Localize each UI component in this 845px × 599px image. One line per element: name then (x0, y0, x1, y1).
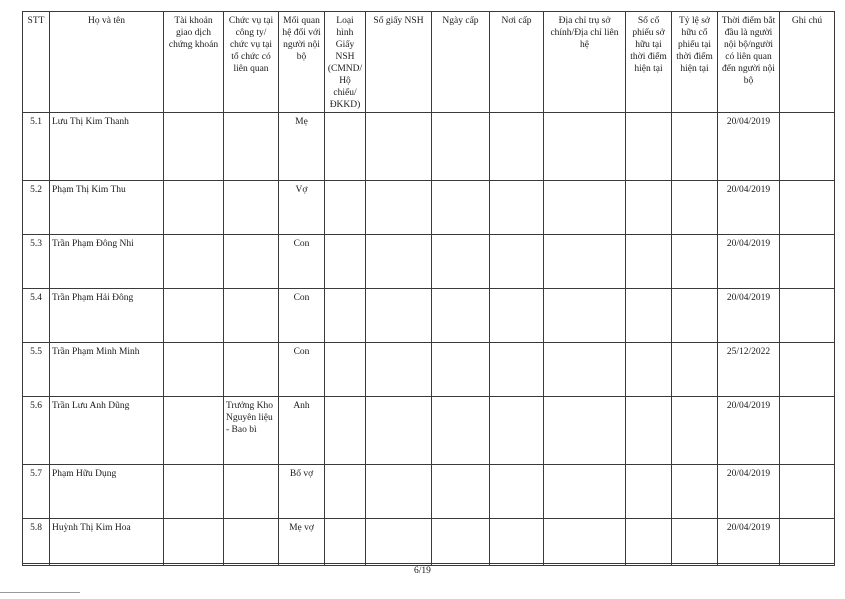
row-account (164, 235, 224, 289)
table-row (23, 397, 835, 465)
row-name: Phạm Thị Kim Thu (50, 181, 164, 235)
row-notes (780, 113, 835, 181)
row-id-type (325, 519, 366, 566)
row-issue-date (432, 235, 490, 289)
row-id-number (366, 519, 432, 566)
row-stt: 5.8 (23, 519, 50, 566)
row-relation: Mẹ vợ (279, 519, 325, 566)
row-start-date: 20/04/2019 (718, 397, 780, 465)
row-account (164, 343, 224, 397)
row-position (224, 289, 279, 343)
row-start-date: 20/04/2019 (718, 519, 780, 566)
header-relation: Mối quan hệ đối với người nội bộ (279, 12, 325, 113)
row-address (544, 343, 626, 397)
row-issue-place (490, 235, 544, 289)
table-row (23, 235, 835, 289)
scan-edge-mark (0, 592, 80, 593)
page-number: 6/19 (414, 566, 431, 576)
header-row (23, 12, 835, 113)
row-notes (780, 465, 835, 519)
row-issue-place (490, 181, 544, 235)
row-issue-date (432, 343, 490, 397)
row-stt: 5.4 (23, 289, 50, 343)
row-notes (780, 289, 835, 343)
row-notes (780, 397, 835, 465)
table-row (23, 289, 835, 343)
row-relation: Vợ (279, 181, 325, 235)
row-issue-place (490, 397, 544, 465)
row-issue-place (490, 343, 544, 397)
row-name: Trần Phạm Hải Đông (50, 289, 164, 343)
row-address (544, 181, 626, 235)
row-notes (780, 181, 835, 235)
header-start-date: Thời điểm bắt đầu là người nội bộ/người có liên quan đến người nội bộ (718, 12, 780, 113)
row-relation: Anh (279, 397, 325, 465)
row-start-date: 20/04/2019 (718, 289, 780, 343)
row-account (164, 113, 224, 181)
row-issue-date (432, 181, 490, 235)
related-persons-table (22, 11, 835, 566)
row-id-number (366, 113, 432, 181)
row-account (164, 181, 224, 235)
header-id-number: Số giấy NSH (366, 12, 432, 113)
row-ownership-ratio (672, 289, 718, 343)
table-row (23, 343, 835, 397)
row-address (544, 519, 626, 566)
row-relation: Con (279, 343, 325, 397)
header-id-type: Loại hình Giấy NSH (CMND/ Hộ chiếu/ ĐKKD) (325, 12, 366, 113)
row-start-date: 25/12/2022 (718, 343, 780, 397)
row-id-type (325, 235, 366, 289)
row-position (224, 519, 279, 566)
row-ownership-ratio (672, 181, 718, 235)
row-position (224, 465, 279, 519)
row-id-type (325, 397, 366, 465)
row-relation: Bố vợ (279, 465, 325, 519)
row-id-number (366, 181, 432, 235)
row-notes (780, 519, 835, 566)
header-issue-date: Ngày cấp (432, 12, 490, 113)
row-id-type (325, 343, 366, 397)
row-address (544, 235, 626, 289)
row-name: Trần Lưu Anh Dũng (50, 397, 164, 465)
row-shares (626, 397, 672, 465)
row-relation: Mẹ (279, 113, 325, 181)
header-name: Họ và tên (50, 12, 164, 113)
row-shares (626, 465, 672, 519)
row-id-number (366, 289, 432, 343)
row-issue-date (432, 113, 490, 181)
row-ownership-ratio (672, 235, 718, 289)
row-shares (626, 181, 672, 235)
row-notes (780, 343, 835, 397)
header-issue-place: Nơi cấp (490, 12, 544, 113)
header-position: Chức vụ tại công ty/ chức vụ tại tổ chức có liên quan (224, 12, 279, 113)
table-row (23, 113, 835, 181)
row-issue-date (432, 465, 490, 519)
row-id-number (366, 343, 432, 397)
row-id-type (325, 113, 366, 181)
row-name: Huỳnh Thị Kim Hoa (50, 519, 164, 566)
row-id-number (366, 397, 432, 465)
row-id-type (325, 181, 366, 235)
header-account: Tài khoản giao dịch chứng khoán (164, 12, 224, 113)
row-name: Trần Phạm Minh Minh (50, 343, 164, 397)
row-shares (626, 519, 672, 566)
header-ownership-ratio: Tỷ lệ sở hữu cổ phiếu tại thời điểm hiện tại (672, 12, 718, 113)
row-stt: 5.1 (23, 113, 50, 181)
table-row (23, 519, 835, 566)
row-ownership-ratio (672, 343, 718, 397)
row-issue-place (490, 289, 544, 343)
row-stt: 5.7 (23, 465, 50, 519)
row-id-number (366, 465, 432, 519)
row-shares (626, 235, 672, 289)
row-name: Trần Phạm Đông Nhi (50, 235, 164, 289)
table-row (23, 465, 835, 519)
row-account (164, 289, 224, 343)
row-start-date: 20/04/2019 (718, 113, 780, 181)
row-name: Lưu Thị Kim Thanh (50, 113, 164, 181)
row-address (544, 397, 626, 465)
row-issue-date (432, 397, 490, 465)
header-shares: Số cổ phiếu sở hữu tại thời điểm hiện tại (626, 12, 672, 113)
row-shares (626, 289, 672, 343)
row-account (164, 397, 224, 465)
row-issue-place (490, 465, 544, 519)
row-address (544, 289, 626, 343)
row-id-type (325, 465, 366, 519)
row-account (164, 519, 224, 566)
row-issue-place (490, 113, 544, 181)
row-position (224, 235, 279, 289)
header-notes: Ghi chú (780, 12, 835, 113)
row-address (544, 113, 626, 181)
row-issue-place (490, 519, 544, 566)
row-issue-date (432, 519, 490, 566)
row-issue-date (432, 289, 490, 343)
row-account (164, 465, 224, 519)
row-ownership-ratio (672, 113, 718, 181)
row-start-date: 20/04/2019 (718, 181, 780, 235)
table-row (23, 181, 835, 235)
row-position (224, 113, 279, 181)
row-start-date: 20/04/2019 (718, 235, 780, 289)
row-position (224, 343, 279, 397)
row-shares (626, 113, 672, 181)
row-address (544, 465, 626, 519)
row-relation: Con (279, 235, 325, 289)
row-stt: 5.6 (23, 397, 50, 465)
row-ownership-ratio (672, 397, 718, 465)
row-name: Phạm Hữu Dụng (50, 465, 164, 519)
page-bottom-rule (22, 563, 834, 564)
header-address: Địa chỉ trụ sở chính/Địa chỉ liên hệ (544, 12, 626, 113)
header-stt: STT (23, 12, 50, 113)
row-ownership-ratio (672, 465, 718, 519)
row-id-type (325, 289, 366, 343)
row-id-number (366, 235, 432, 289)
row-notes (780, 235, 835, 289)
row-position (224, 181, 279, 235)
row-shares (626, 343, 672, 397)
row-start-date: 20/04/2019 (718, 465, 780, 519)
row-stt: 5.2 (23, 181, 50, 235)
row-ownership-ratio (672, 519, 718, 566)
row-stt: 5.5 (23, 343, 50, 397)
row-relation: Con (279, 289, 325, 343)
row-stt: 5.3 (23, 235, 50, 289)
row-position: Trưởng Kho Nguyên liệu - Bao bì (224, 397, 279, 465)
